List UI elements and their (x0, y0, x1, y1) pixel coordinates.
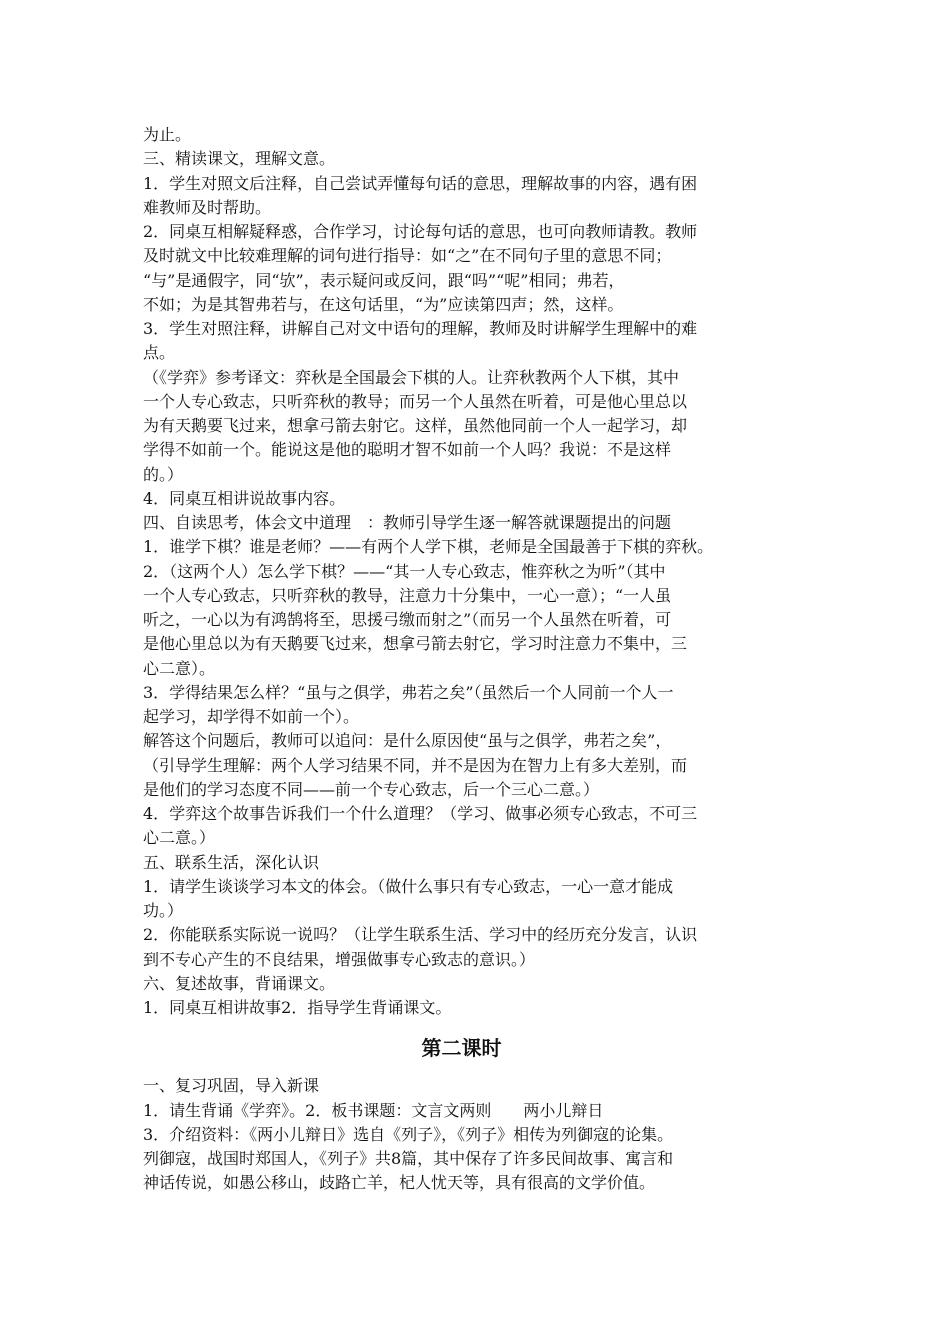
text-line: （《学弈》参考译文：弈秋是全国最会下棋的人。让弈秋教两个人下棋，其中 (143, 367, 680, 387)
text-line: 4．学弈这个故事告诉我们一个什么道理？（学习、做事必须专心致志，不可三 (143, 804, 698, 823)
section-heading: 一、复习巩固，导入新课 (143, 1076, 320, 1096)
text-line: 一个人专心致志，只听弈秋的教导；而另一个人虽然在听着，可是他心里总以 (143, 391, 688, 411)
text-line: 学得不如前一个。能说这是他的聪明才智不如前一个人吗？我说：不是这样 (143, 440, 672, 460)
text-line: 的。） (143, 464, 184, 484)
lesson-heading: 第二课时 (421, 1036, 502, 1061)
text-line: 是他们的学习态度不同——前一个专心致志，后一个三心二意。） (143, 779, 600, 799)
section-heading: 三、精读课文，理解文意。 (143, 149, 336, 169)
text-line: 是他心里总以为有天鹅要飞过来，想拿弓箭去射它，学习时注意力不集中，三 (143, 634, 688, 654)
text-line: 1．请学生谈谈学习本文的体会。（做什么事只有专心致志，一心一意才能成 (143, 876, 674, 896)
section-heading: 五、联系生活，深化认识 (143, 852, 320, 872)
text-line: 列御寇，战国时郑国人，《列子》共8篇，其中保存了许多民间故事、寓言和 (143, 1149, 674, 1168)
text-line: 1．同桌互相讲故事2．指导学生背诵课文。 (143, 998, 452, 1017)
text-line: 4．同桌互相讲说故事内容。 (143, 488, 346, 508)
text-line: “与”是通假字，同“欤”，表示疑问或反问，跟“吗”“呢”相同；弗若， (143, 270, 625, 290)
text-line: 不如；为是其智弗若与，在这句话里，“为”应读第四声；然，这样。 (143, 294, 624, 314)
section-heading: 六、复述故事，背诵课文。 (143, 973, 336, 993)
text-line: 解答这个问题后，教师可以追问：是什么原因使“虽与之俱学，弗若之矣”， (143, 731, 672, 751)
text-line: 2．同桌互相解疑释惑，合作学习，讨论每句话的意思，也可向教师请教。教师 (143, 222, 698, 241)
text-line: 心二意）。 (143, 658, 216, 678)
text-line: （引导学生理解：两个人学习结果不同，并不是因为在智力上有多大差别，而 (143, 755, 688, 775)
text-line: 1．学生对照文后注释，自己尝试弄懂每句话的意思，理解故事的内容，遇有困 (143, 173, 698, 193)
text-line: 1．谁学下棋？谁是老师？——有两个人学下棋，老师是全国最善于下棋的弈秋。 (143, 537, 714, 557)
text-line: 一个人专心致志，只听弈秋的教导，注意力十分集中，一心一意）；“一人虽 (143, 585, 672, 605)
text-line: 1．请生背诵《学弈》。2．板书课题：文言文两则 两小儿辩日 (143, 1100, 604, 1120)
body-text-before (143, 123, 810, 1020)
text-line: 3．学得结果怎么样？“虽与之俱学，弗若之矣”（虽然后一个人同前一个人一 (143, 682, 674, 702)
text-line: 为止。 (143, 125, 192, 144)
text-line: 3．学生对照注释，讲解自己对文中语句的理解，教师及时讲解学生理解中的难 (143, 319, 698, 338)
text-line: 点。 (143, 343, 176, 363)
text-line: 2．你能联系实际说一说吗？（让学生联系生活、学习中的经历充分发言，认识 (143, 925, 698, 945)
text-line: 2．（这两个人）怎么学下棋？——“其一人专心致志，惟弈秋之为听”（其中 (143, 561, 666, 581)
text-line: 为有天鹅要飞过来，想拿弓箭去射它。这样，虽然他同前一个人一起学习，却 (143, 416, 688, 435)
text-line: 及时就文中比较难理解的词句进行指导：如“之”在不同句子里的意思不同； (143, 246, 672, 266)
text-line: 听之，一心以为有鸿鹄将至，思援弓缴而射之”（而另一个人虽然在听着，可 (143, 610, 672, 629)
text-line: 心二意。） (143, 828, 216, 848)
text-line: 到不专心产生的不良结果，增强做事专心致志的意识。） (143, 949, 536, 969)
text-line: 难教师及时帮助。 (143, 197, 272, 217)
text-line: 3．介绍资料：《两小儿辩日》选自《列子》，《列子》相传为列御寇的论集。 (143, 1124, 674, 1144)
text-line: 神话传说，如愚公移山，歧路亡羊，杞人忧天等，具有很高的文学价值。 (143, 1173, 656, 1193)
body-text-after (143, 1074, 810, 1195)
section-heading: 四、自读思考，体会文中道理 ：教师引导学生逐一解答就课题提出的问题 (143, 513, 672, 532)
text-line: 起学习，却学得不如前一个）。 (143, 707, 360, 726)
text-line: 功。） (143, 901, 184, 920)
